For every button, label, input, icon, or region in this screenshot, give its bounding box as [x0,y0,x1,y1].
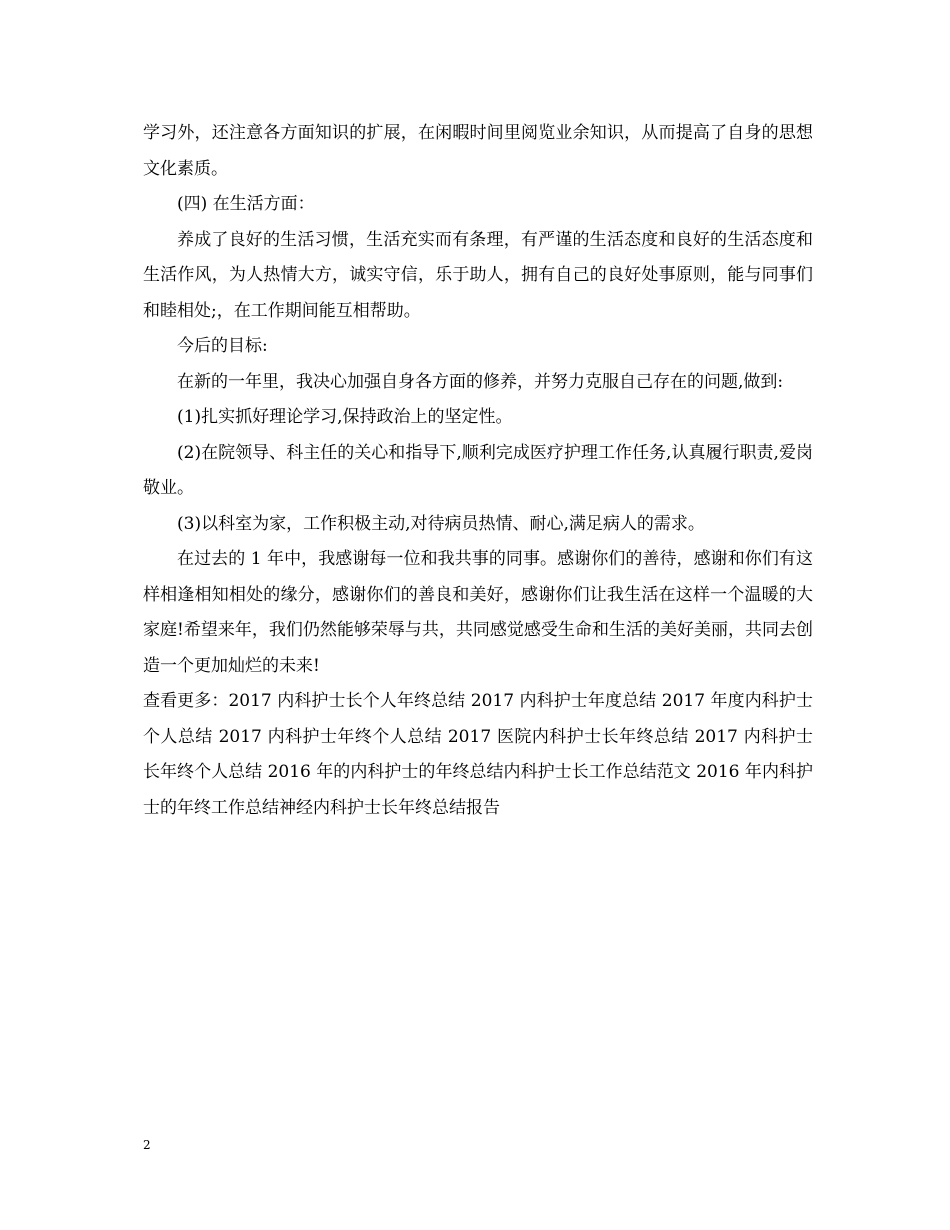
paragraph-life-habits: 养成了良好的生活习惯，生活充实而有条理，有严谨的生活态度和良好的生活态度和生活作风，为人热情大方，诚实守信，乐于助人，拥有自己的良好处事原则，能与同事们和睦相处;，在工作期间能互相帮助。 [143,229,813,321]
page-number: 2 [143,1138,151,1152]
paragraph-thanks: 在过去的 1 年中，我感谢每一位和我共事的同事。感谢你们的善待，感谢和你们有这样相逢相知相处的缘分，感谢你们的善良和美好，感谢你们让我生活在这样一个温暖的大家庭!希望来年，我们仍然能够荣辱与共，共同感觉感受生命和生活的美好美丽，共同去创造一个更加灿烂的未来! [143,549,813,676]
paragraph-new-year-resolution: 在新的一年里，我决心加强自身各方面的修养，并努力克服自己存在的问题,做到: [177,371,784,392]
heading-future-goals: 今后的目标: [177,336,268,356]
heading-life-aspect: (四) 在生活方面： [177,194,315,214]
list-item-goal-2: (2)在院领导、科主任的关心和指导下,顺利完成医疗护理工作任务,认真履行职责,爱岗敬业。 [143,442,813,498]
paragraph-continuation: 学习外，还注意各方面知识的扩展，在闲暇时间里阅览业余知识，从而提高了自身的思想文化素质。 [143,123,813,179]
list-item-goal-1: (1)扎实抓好理论学习,保持政治上的坚定性。 [177,407,513,427]
document-body [143,116,813,826]
related-links-paragraph[interactable]: 查看更多：2017 内科护士长个人年终总结 2017 内科护士年度总结 2017 年度内科护士个人总结 2017 内科护士年终个人总结 2017 医院内科护士长年终总结 2017 内科护士长年终个人总结 2016 年的内科护士的年终总结内科护士长工作总结范文 2016 年内科护士的年终工作总结神经内科护士长年终总结报告 [143,691,813,818]
list-item-goal-3: (3)以科室为家，工作积极主动,对待病员热情、耐心,满足病人的需求。 [177,513,705,534]
